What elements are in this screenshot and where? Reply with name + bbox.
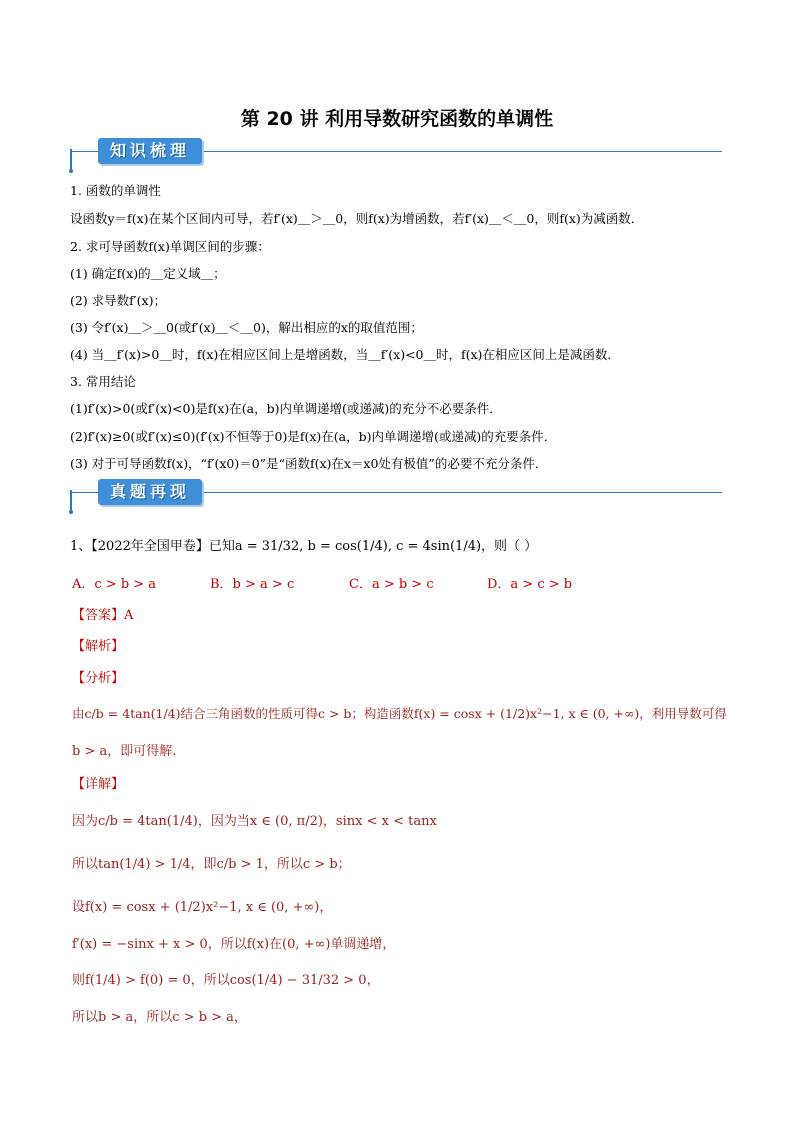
page-title: 第 20 讲 利用导数研究函数的单调性 [240,108,554,130]
option-b: B．b > a > c [210,577,295,592]
section-header-knowledge [70,137,722,173]
section-badge [98,479,202,505]
detail-line: 所以tan(1/4) > 1/4，即c/b > 1，所以c > b； [72,857,351,872]
section-rule-vertical [70,149,72,171]
answer: 【答案】A [72,608,134,623]
section-header-exam [70,478,722,514]
detail-line: 则f(1/4) > f(0) = 0，所以cos(1/4) − 31/32 > 0， [72,973,380,988]
knowledge-line: (1) 确定f(x)的＿定义域＿； [70,266,226,281]
section-label: 真题再现 [109,482,190,501]
fenxi-heading: 【分析】 [72,671,125,686]
detail-line: f′(x) = −sinx + x > 0，所以f(x)在(0, +∞)单调递增， [72,937,396,952]
fenxi-text: 由c/b = 4tan(1/4)结合三角函数的性质可得c > b；构造函数f(x) = cosx + (1/2)x²−1, x ∈ (0, +∞)，利用导数可得 [72,706,727,721]
detail-line: 因为c/b = 4tan(1/4)，因为当x ∈ (0, π/2)，sinx < x < tanx [72,814,437,829]
analysis-heading: 【解析】 [72,639,125,654]
knowledge-line: (1)f′(x)>0(或f′(x)<0)是f(x)在(a，b)内单调递增(或递减)的充分不必要条件． [70,401,502,416]
knowledge-line: (4) 当＿f′(x)>0＿时，f(x)在相应区间上是增函数，当＿f′(x)<0＿时，f(x)在相应区间上是减函数． [70,347,620,362]
detail-line: 所以b > a，所以c > b > a， [72,1010,247,1025]
knowledge-line: (3) 对于可导函数f(x)，“f′(x0)＝0”是“函数f(x)在x＝x0处有极值”的必要不充分条件． [70,456,548,471]
detail-heading: 【详解】 [72,777,125,792]
problem-stem: 1、【2022年全国甲卷】已知a = 31/32, b = cos(1/4), c = 4sin(1/4)，则（ ） [70,539,538,554]
knowledge-line: (2) 求导数f′(x)； [70,293,166,308]
knowledge-line: 1. 函数的单调性 [70,183,161,198]
knowledge-line: (3) 令f′(x)＿＞＿0(或f′(x)＿＜＿0)，解出相应的x的取值范围； [70,320,423,335]
section-label: 知识梳理 [109,141,190,160]
section-dot [69,510,73,514]
option-d: D．a > c > b [487,577,573,592]
section-badge [98,138,202,164]
knowledge-line: 2. 求可导函数f(x)单调区间的步骤： [70,239,270,254]
knowledge-line: (2)f′(x)≥0(或f′(x)≤0)(f′(x)不恒等于0)是f(x)在(a，b)内单调递增(或递减)的充要条件． [70,429,557,444]
section-rule-vertical [70,490,72,512]
section-dot [69,169,73,173]
knowledge-line: 3. 常用结论 [70,374,136,389]
fenxi-text: b > a，即可得解. [72,744,177,759]
detail-line: 设f(x) = cosx + (1/2)x²−1, x ∈ (0, +∞)， [72,900,333,915]
option-c: C．a > b > c [349,577,434,592]
option-a: A．c > b > a [72,577,157,592]
knowledge-line: 设函数y＝f(x)在某个区间内可导，若f′(x)＿＞＿0，则f(x)为增函数，若f′(x)＿＜＿0，则f(x)为减函数． [70,211,644,226]
